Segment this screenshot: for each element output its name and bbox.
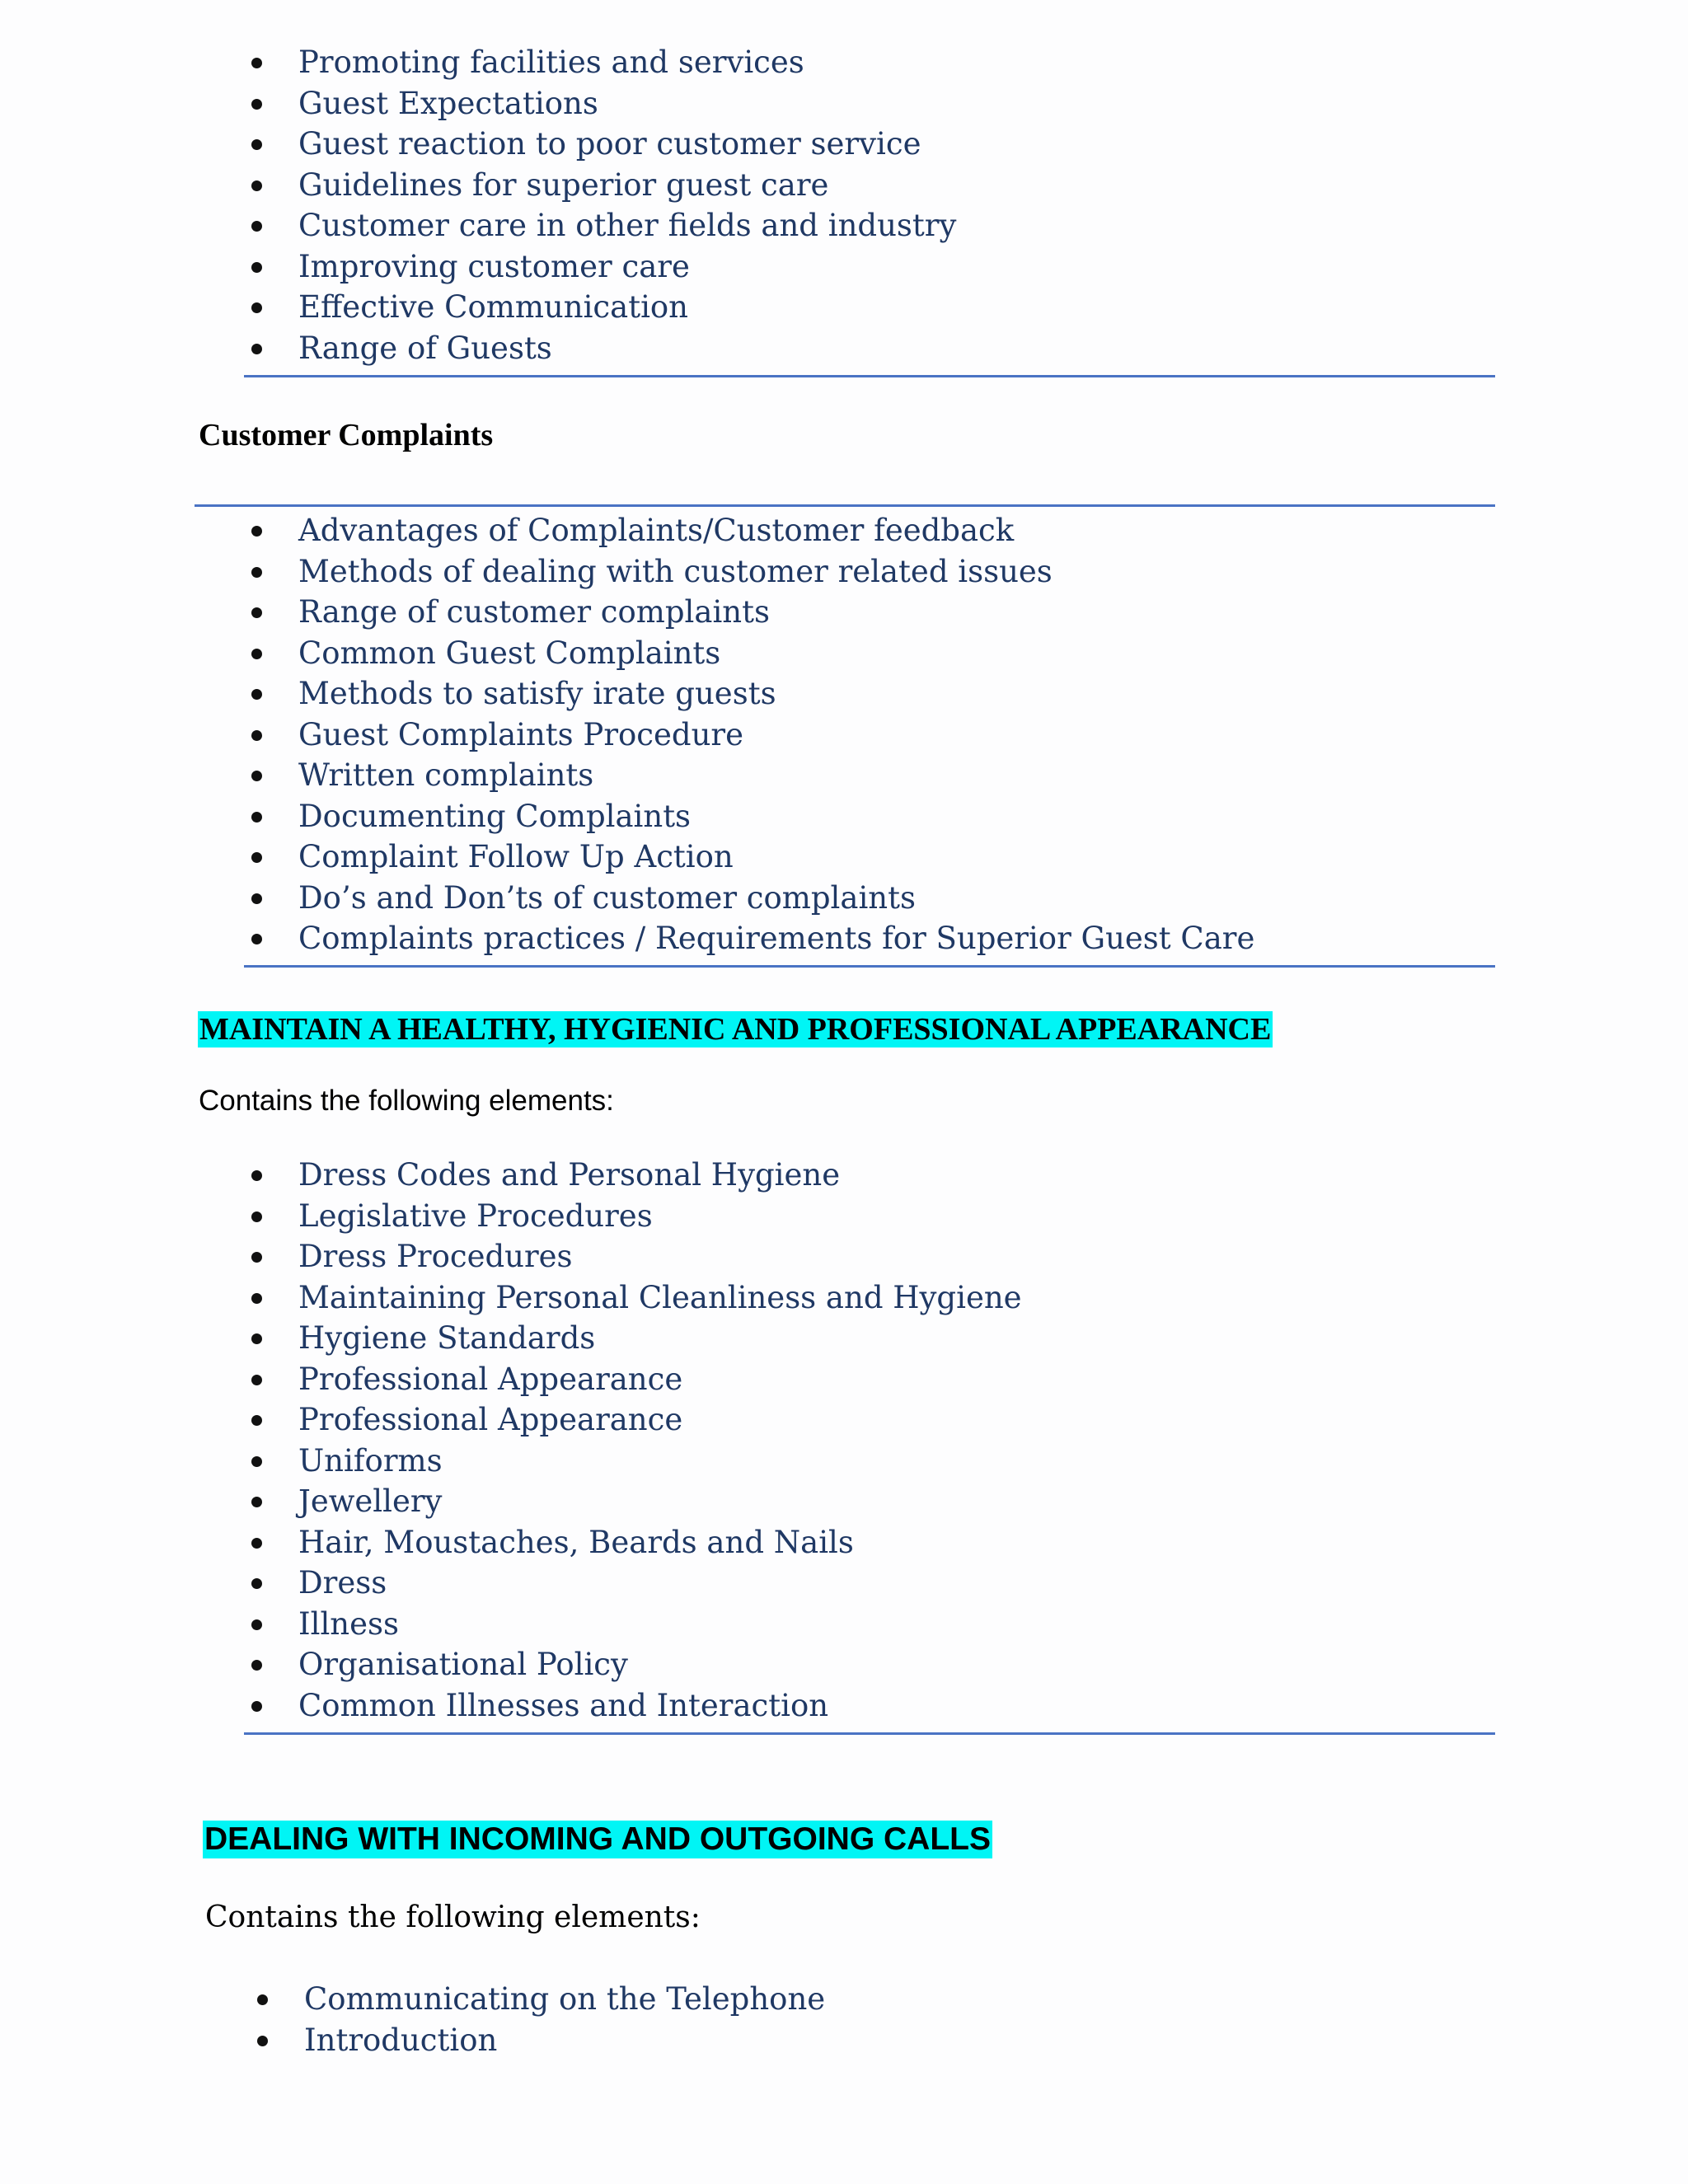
list-item-text: Promoting facilities and services: [298, 45, 804, 80]
bullet-icon: [251, 1170, 262, 1181]
list-item-text: Introduction: [304, 2022, 498, 2058]
list-item: [298, 1236, 1022, 1277]
list-item: [298, 878, 1254, 919]
list-item-text: Common Illnesses and Interaction: [298, 1687, 829, 1723]
list-item-text: Illness: [298, 1605, 399, 1642]
list-item-text: Guest reaction to poor customer service: [298, 126, 921, 162]
list-item: [298, 328, 956, 369]
list-item-text: Methods of dealing with customer related issues: [298, 553, 1053, 589]
bullet-icon: [251, 1293, 262, 1304]
bullet-icon: [251, 1333, 262, 1344]
appearance-list: [298, 1155, 1022, 1726]
list-item: [304, 1979, 825, 2020]
bullet-icon: [251, 262, 262, 273]
list-item-text: Communicating on the Telephone: [304, 1981, 826, 2017]
bullet-icon: [251, 302, 262, 313]
customer-complaints-list: [298, 510, 1254, 959]
list-item-text: Organisational Policy: [298, 1647, 628, 1682]
list-item-text: Improving customer care: [298, 248, 690, 284]
list-item-text: Customer care in other fields and industry: [298, 208, 957, 243]
list-item: [298, 592, 1254, 633]
appearance-intro: Contains the following elements:: [199, 1085, 614, 1117]
list-item: [298, 42, 956, 83]
bullet-icon: [251, 1701, 262, 1712]
list-item-text: Advantages of Complaints/Customer feedback: [298, 513, 1015, 548]
list-item-text: Professional Appearance: [298, 1361, 683, 1397]
bullet-icon: [251, 567, 262, 578]
list-item: [298, 165, 956, 206]
bullet-icon: [251, 893, 262, 904]
list-item-text: Maintaining Personal Cleanliness and Hygiene: [298, 1279, 1022, 1315]
bullet-icon: [251, 689, 262, 700]
list-item: [298, 287, 956, 328]
bullet-icon: [251, 1252, 262, 1263]
list-item: [298, 918, 1254, 959]
list-item-text: Common Guest Complaints: [298, 635, 721, 671]
list-item: [298, 1277, 1022, 1319]
list-item-text: Professional Appearance: [298, 1402, 683, 1437]
list-item: [298, 715, 1254, 756]
list-item-text: Written complaints: [298, 757, 594, 793]
bullet-icon: [257, 1994, 268, 2005]
list-item: [298, 837, 1254, 878]
section-divider: [195, 504, 1495, 507]
calls-intro: Contains the following elements:: [205, 1900, 701, 1934]
list-item: [298, 83, 956, 124]
bullet-icon: [251, 99, 262, 110]
list-item-text: Effective Communication: [298, 289, 689, 325]
list-item-text: Complaint Follow Up Action: [298, 839, 734, 874]
list-item: [298, 1563, 1022, 1604]
section-divider: [244, 1732, 1495, 1735]
list-item-text: Jewellery: [298, 1483, 443, 1519]
bullet-icon: [251, 1538, 262, 1549]
list-item-text: Complaints practices / Requirements for Superior Guest Care: [298, 921, 1255, 956]
bullet-icon: [251, 1660, 262, 1671]
calls-heading: DEALING WITH INCOMING AND OUTGOING CALLS: [204, 1821, 991, 1857]
bullet-icon: [251, 1619, 262, 1630]
list-item: [298, 1481, 1022, 1522]
bullet-icon: [257, 2036, 268, 2046]
bullet-icon: [251, 934, 262, 944]
bullet-icon: [251, 139, 262, 150]
list-item: [298, 510, 1254, 551]
bullet-icon: [251, 1456, 262, 1467]
list-item: [298, 124, 956, 165]
calls-list: [304, 1979, 825, 2060]
list-item: [298, 205, 956, 246]
list-item: [298, 1522, 1022, 1563]
bullet-icon: [251, 1415, 262, 1426]
list-item: [298, 796, 1254, 837]
guest-care-list: [298, 42, 956, 368]
bullet-icon: [251, 1375, 262, 1385]
bullet-icon: [251, 1212, 262, 1222]
list-item: [298, 1399, 1022, 1441]
list-item-text: Range of Guests: [298, 330, 552, 366]
section-divider: [244, 375, 1495, 377]
customer-complaints-heading: Customer Complaints: [199, 418, 494, 452]
bullet-icon: [251, 730, 262, 741]
bullet-icon: [251, 649, 262, 659]
list-item: [298, 246, 956, 288]
list-item: [298, 633, 1254, 674]
list-item-text: Legislative Procedures: [298, 1197, 653, 1234]
bullet-icon: [251, 607, 262, 618]
list-item: [298, 1155, 1022, 1196]
list-item-text: Do’s and Don’ts of customer complaints: [298, 879, 916, 916]
list-item-text: Hygiene Standards: [298, 1320, 596, 1356]
section-divider: [244, 965, 1495, 968]
list-item-text: Dress Codes and Personal Hygiene: [298, 1157, 841, 1193]
bullet-icon: [251, 344, 262, 354]
list-item: [298, 1359, 1022, 1400]
bullet-icon: [251, 1497, 262, 1507]
list-item: [298, 551, 1254, 593]
list-item: [298, 1685, 1022, 1727]
appearance-heading: MAINTAIN A HEALTHY, HYGIENIC AND PROFESSIONAL APPEARANCE: [199, 1012, 1272, 1047]
bullet-icon: [251, 812, 262, 823]
bullet-icon: [251, 852, 262, 863]
list-item-text: Uniforms: [298, 1442, 443, 1479]
list-item: [298, 1318, 1022, 1359]
bullet-icon: [251, 1578, 262, 1589]
list-item: [298, 1441, 1022, 1482]
list-item-text: Guest Complaints Procedure: [298, 716, 744, 752]
list-item: [298, 1644, 1022, 1685]
list-item: [304, 2020, 825, 2061]
list-item-text: Methods to satisfy irate guests: [298, 676, 776, 711]
bullet-icon: [251, 221, 262, 232]
list-item-text: Hair, Moustaches, Beards and Nails: [298, 1524, 854, 1560]
list-item-text: Guidelines for superior guest care: [298, 166, 829, 203]
bullet-icon: [251, 526, 262, 537]
list-item: [298, 755, 1254, 796]
list-item: [298, 1604, 1022, 1645]
list-item: [298, 673, 1254, 715]
bullet-icon: [251, 180, 262, 191]
bullet-icon: [251, 58, 262, 68]
list-item-text: Documenting Complaints: [298, 798, 692, 834]
list-item-text: Dress Procedures: [298, 1239, 573, 1274]
list-item-text: Guest Expectations: [298, 85, 598, 121]
list-item: [298, 1196, 1022, 1237]
bullet-icon: [251, 771, 262, 781]
list-item-text: Range of customer complaints: [298, 594, 770, 630]
list-item-text: Dress: [298, 1565, 387, 1601]
